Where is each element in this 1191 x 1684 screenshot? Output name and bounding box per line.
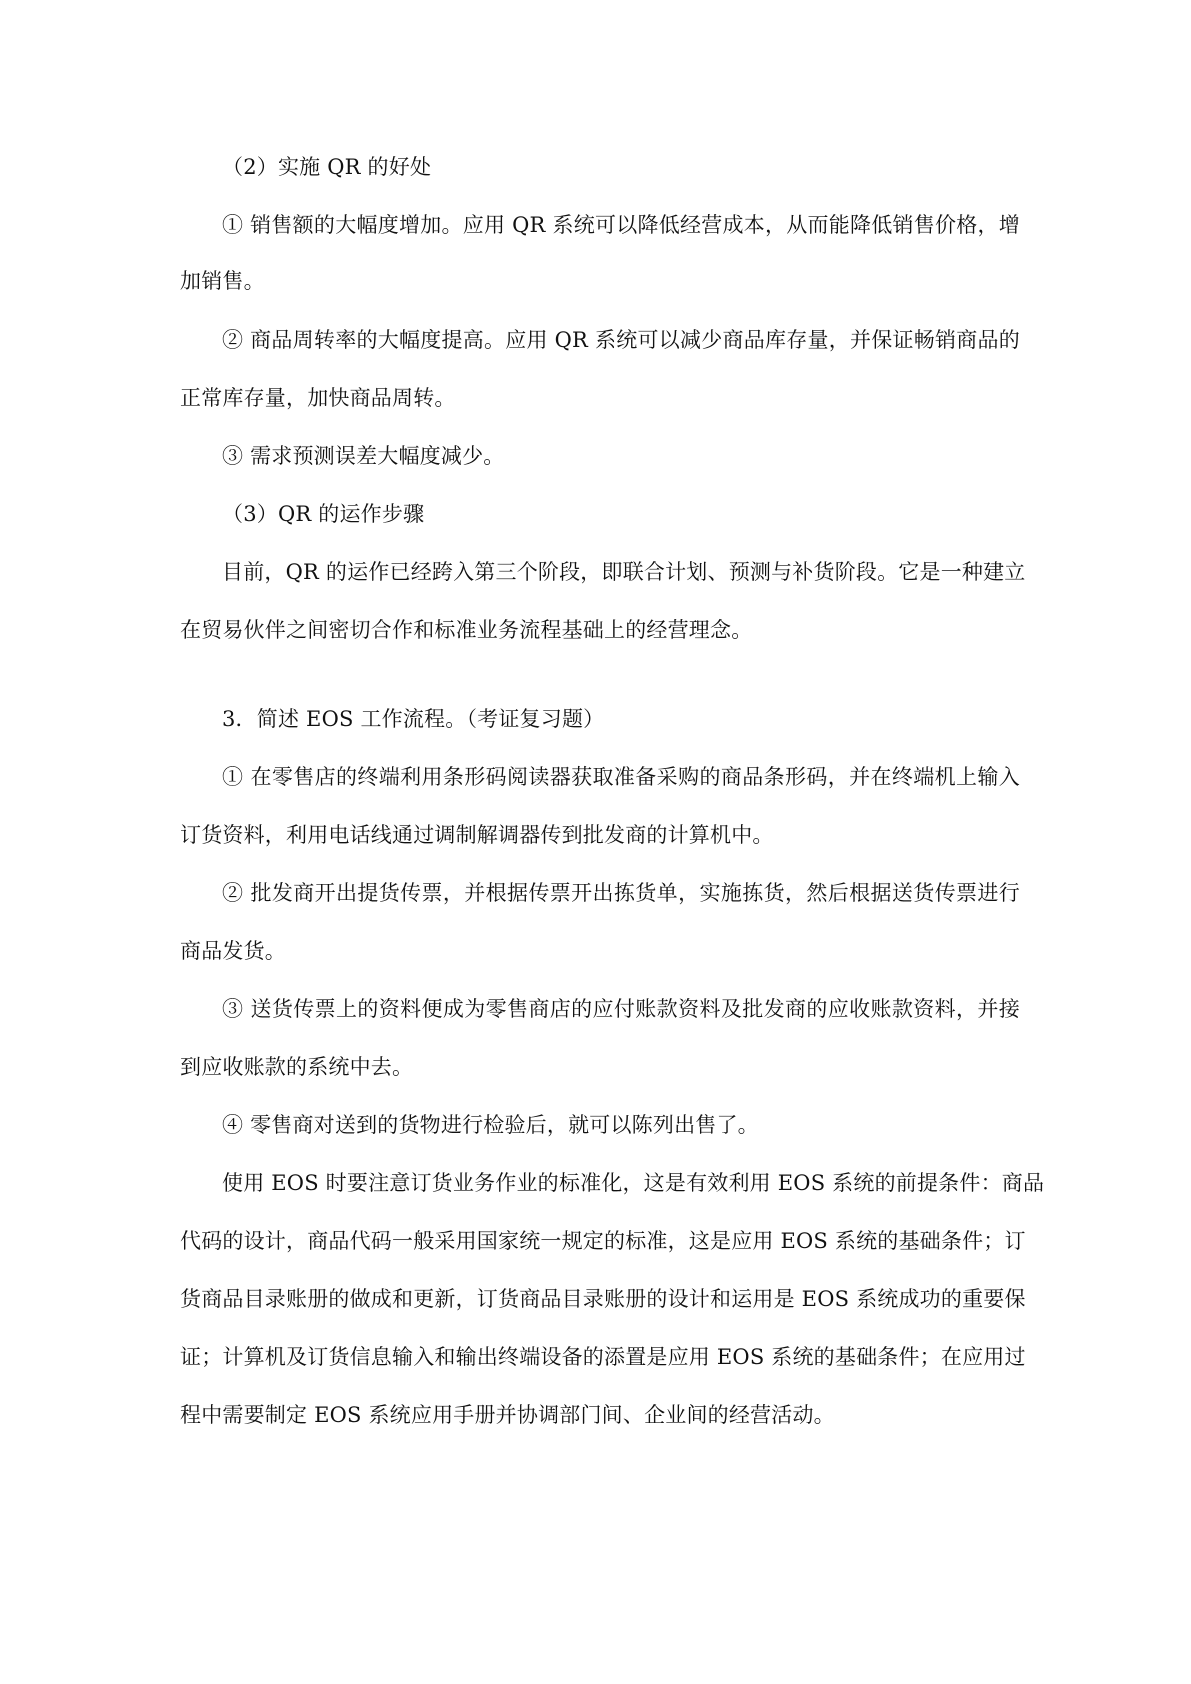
paragraph-line: 在贸易伙伴之间密切合作和标准业务流程基础上的经营理念。	[180, 618, 753, 642]
paragraph-line: ③ 送货传票上的资料便成为零售商店的应付账款资料及批发商的应收账款资料，并接	[222, 997, 1020, 1021]
paragraph-line: 加销售。	[180, 269, 265, 293]
paragraph-line: 商品发货。	[180, 939, 286, 963]
paragraph-line: 程中需要制定 EOS 系统应用手册并协调部门间、企业间的经营活动。	[180, 1403, 835, 1427]
paragraph-line: ② 批发商开出提货传票，并根据传票开出拣货单，实施拣货，然后根据送货传票进行	[222, 881, 1020, 905]
paragraph-line: 到应收账款的系统中去。	[180, 1055, 414, 1079]
paragraph-line: 目前，QR 的运作已经跨入第三个阶段，即联合计划、预测与补货阶段。它是一种建立	[222, 560, 1026, 584]
heading-qr-steps: （3）QR 的运作步骤	[222, 502, 425, 526]
paragraph-line: ③ 需求预测误差大幅度减少。	[222, 444, 505, 468]
paragraph-line: ① 销售额的大幅度增加。应用 QR 系统可以降低经营成本，从而能降低销售价格，增	[222, 213, 1020, 237]
paragraph-line: ④ 零售商对送到的货物进行检验后，就可以陈列出售了。	[222, 1113, 759, 1137]
paragraph-line: 订货资料，利用电话线通过调制解调器传到批发商的计算机中。	[180, 823, 774, 847]
paragraph-line: ① 在零售店的终端利用条形码阅读器获取准备采购的商品条形码，并在终端机上输入	[222, 765, 1020, 789]
paragraph-line: 正常库存量，加快商品周转。	[180, 386, 456, 410]
paragraph-line: 使用 EOS 时要注意订货业务作业的标准化，这是有效利用 EOS 系统的前提条件：商品	[222, 1171, 1045, 1195]
heading-qr-benefits: （2）实施 QR 的好处	[222, 155, 432, 179]
paragraph-line: 货商品目录账册的做成和更新，订货商品目录账册的设计和运用是 EOS 系统成功的重要保	[180, 1287, 1026, 1311]
question-heading-eos: 3．简述 EOS 工作流程。（考证复习题）	[222, 707, 605, 731]
paragraph-line: 证；计算机及订货信息输入和输出终端设备的添置是应用 EOS 系统的基础条件；在应用过	[180, 1345, 1026, 1369]
paragraph-line: ② 商品周转率的大幅度提高。应用 QR 系统可以减少商品库存量，并保证畅销商品的	[222, 328, 1020, 352]
paragraph-line: 代码的设计，商品代码一般采用国家统一规定的标准，这是应用 EOS 系统的基础条件；订	[180, 1229, 1026, 1253]
